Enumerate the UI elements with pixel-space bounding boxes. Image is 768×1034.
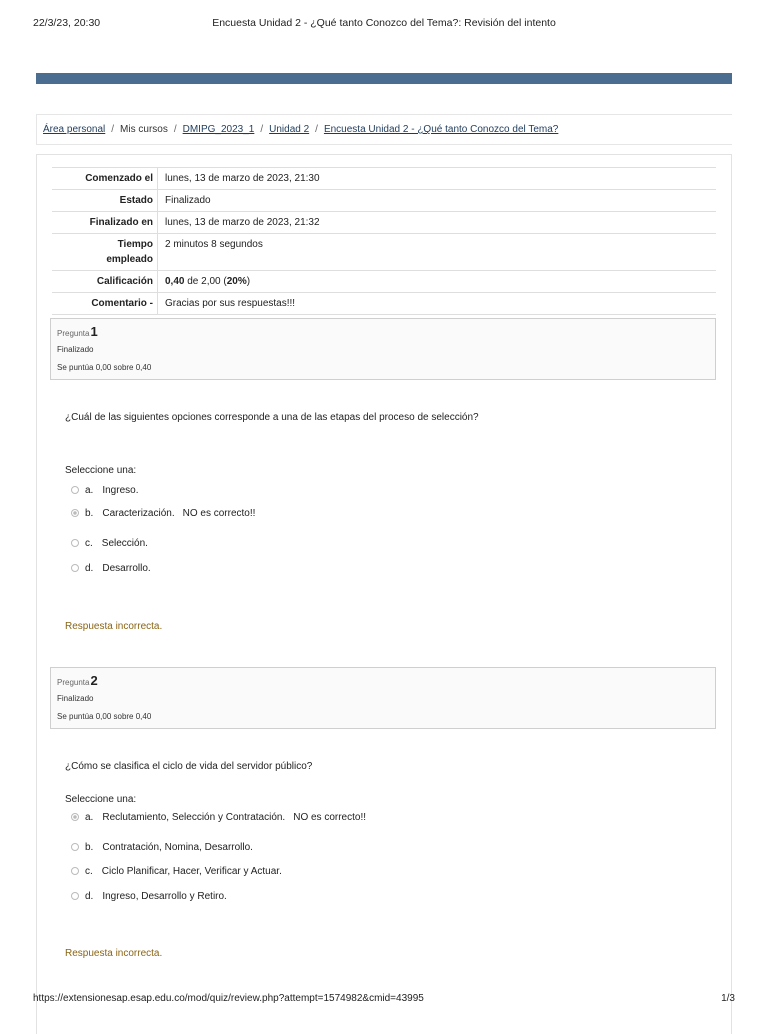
comment-label: Comentario - [52, 293, 158, 315]
print-title: Encuesta Unidad 2 - ¿Qué tanto Conozco del Tema?: Revisión del intento [212, 17, 556, 29]
summary-row-started [52, 168, 716, 190]
state-label: Estado [52, 190, 158, 212]
answer-option[interactable]: b. Contratación, Nomina, Desarrollo. [71, 842, 253, 853]
state-value: Finalizado [165, 195, 211, 206]
attempt-summary-table [52, 167, 716, 315]
answer-option[interactable]: c. Ciclo Planificar, Hacer, Verificar y Actuar. [71, 866, 282, 877]
question-info-box [50, 318, 716, 380]
question-grade: Se puntúa 0,00 sobre 0,40 [57, 712, 152, 721]
answer-prompt: Seleccione una: [65, 465, 137, 476]
radio-button[interactable] [71, 867, 79, 875]
breadcrumb: Área personal / Mis cursos / DMIPG_2023_1 / Unidad 2 / Encuesta Unidad 2 - ¿Qué tanto Conozco del Tema? [43, 124, 559, 135]
radio-button[interactable] [71, 486, 79, 494]
option-feedback: NO es correcto!! [293, 812, 367, 823]
answer-option[interactable]: c. Selección. [71, 538, 148, 549]
time-value: 2 minutos 8 segundos [165, 239, 263, 250]
option-feedback: NO es correcto!! [182, 508, 256, 519]
question-number: Pregunta1 [57, 324, 98, 339]
started-label: Comenzado el [52, 168, 158, 190]
print-footer-url: https://extensionesap.esap.edu.co/mod/quiz/review.php?attempt=1574982&cmid=43995 [33, 993, 424, 1004]
breadcrumb-unit-link[interactable]: Unidad 2 [269, 124, 310, 135]
started-value: lunes, 13 de marzo de 2023, 21:30 [165, 173, 320, 184]
answer-prompt: Seleccione una: [65, 794, 137, 805]
radio-button[interactable] [71, 843, 79, 851]
question-grade: Se puntúa 0,00 sobre 0,40 [57, 363, 152, 372]
radio-button-selected[interactable] [71, 813, 79, 821]
summary-row-comment [52, 293, 716, 315]
print-date: 22/3/23, 20:30 [33, 17, 101, 29]
answer-option[interactable]: d. Desarrollo. [71, 563, 151, 574]
question-text: ¿Cómo se clasifica el ciclo de vida del servidor público? [65, 761, 313, 772]
answer-result: Respuesta incorrecta. [65, 948, 163, 959]
breadcrumb-quiz-link[interactable]: Encuesta Unidad 2 - ¿Qué tanto Conozco del Tema? [323, 124, 559, 135]
summary-row-state [52, 190, 716, 212]
summary-row-finished [52, 212, 716, 234]
radio-button[interactable] [71, 539, 79, 547]
breadcrumb-home-link[interactable]: Área personal [43, 124, 106, 135]
grade-value: 0,40 de 2,00 (20%) [165, 276, 251, 287]
finished-value: lunes, 13 de marzo de 2023, 21:32 [165, 217, 320, 228]
summary-row-time [52, 234, 716, 271]
question-number: Pregunta2 [57, 673, 98, 688]
print-page-number: 1/3 [721, 993, 735, 1004]
finished-label: Finalizado en [52, 212, 158, 234]
answer-option[interactable]: a. Reclutamiento, Selección y Contratación. NO es correcto!! [71, 812, 366, 823]
answer-option[interactable]: b. Caracterización. NO es correcto!! [71, 508, 255, 519]
grade-label: Calificación [52, 271, 158, 293]
breadcrumb-my-courses: Mis cursos [120, 124, 168, 135]
time-label: Tiempo empleado [52, 234, 158, 271]
summary-row-grade [52, 271, 716, 293]
answer-option[interactable]: d. Ingreso, Desarrollo y Retiro. [71, 891, 227, 902]
radio-button-selected[interactable] [71, 509, 79, 517]
question-info-box [50, 667, 716, 729]
question-state: Finalizado [57, 345, 94, 354]
answer-option[interactable]: a. Ingreso. [71, 485, 138, 496]
question-text: ¿Cuál de las siguientes opciones corresponde a una de las etapas del proceso de selección? [65, 412, 479, 423]
site-top-bar [36, 73, 732, 84]
radio-button[interactable] [71, 564, 79, 572]
comment-value: Gracias por sus respuestas!!! [165, 298, 296, 309]
breadcrumb-course-link[interactable]: DMIPG_2023_1 [182, 124, 255, 135]
question-state: Finalizado [57, 694, 94, 703]
radio-button[interactable] [71, 892, 79, 900]
answer-result: Respuesta incorrecta. [65, 621, 163, 632]
